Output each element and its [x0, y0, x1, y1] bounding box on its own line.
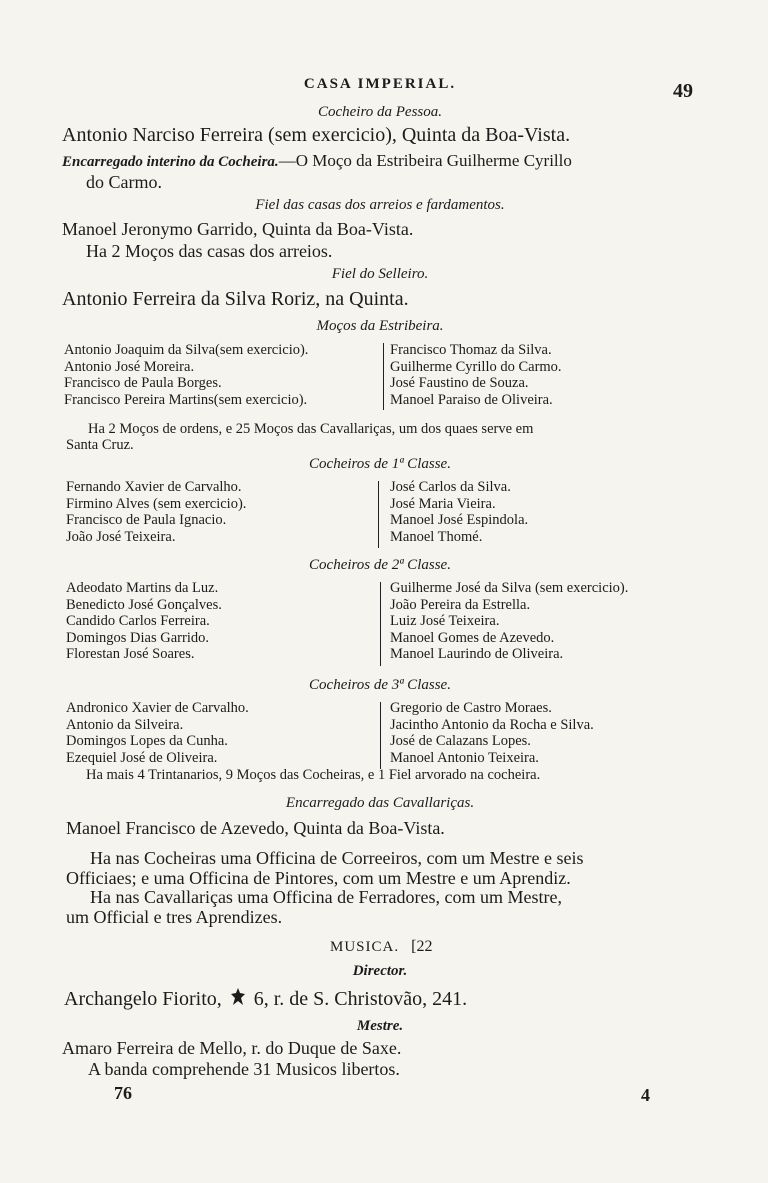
banda-line: A banda comprehende 31 Musicos libertos. [88, 1059, 400, 1079]
director-address: 6, r. de S. Christovão, 241. [253, 988, 468, 1010]
musica-heading-line [330, 938, 432, 956]
list-item: João José Teixeira. [66, 528, 176, 545]
list-item: Antonio da Silveira. [66, 716, 184, 733]
section-heading-fiel-casas: Fiel das casas dos arreios e fardamentos. [255, 197, 505, 213]
list-item: Guilherme Cyrillo do Carmo. [390, 358, 562, 375]
musica-heading: MUSICA. [330, 939, 400, 955]
director-line [64, 987, 467, 1013]
cocheiros-1-right-list [390, 479, 528, 545]
fiel-selleiro-line: Antonio Ferreira da Silva Roriz, na Quinta. [62, 288, 409, 310]
director-heading: Director. [352, 963, 408, 979]
footer-signature-left: 76 [114, 1083, 132, 1103]
list-item: Antonio Joaquim da Silva(sem exercicio). [64, 342, 309, 358]
officinas-para1-line1: Ha nas Cocheiras uma Officina de Correeiros, com um Mestre e seis [90, 848, 584, 868]
list-item: José Carlos da Silva. [390, 479, 511, 495]
mestre-heading: Mestre. [356, 1018, 404, 1034]
mocos-estribeira-left-list [64, 342, 308, 408]
cocheiro-pessoa-line: Antonio Narciso Ferreira (sem exercicio), Quinta da Boa-Vista. [62, 124, 571, 146]
page-number: 49 [673, 80, 693, 102]
list-item: Fernando Xavier de Carvalho. [66, 479, 242, 495]
cocheiros-1-left-list [66, 479, 246, 545]
encarregado-interino-line [62, 151, 572, 171]
list-item: Firmino Alves (sem exercicio). [66, 495, 247, 512]
fiel-casas-line1: Manoel Jeronymo Garrido, Quinta da Boa-Vista. [62, 219, 414, 239]
list-item: Benedicto José Gonçalves. [66, 596, 222, 613]
list-item: Francisco de Paula Borges. [64, 375, 222, 392]
list-item: Candido Carlos Ferreira. [66, 613, 210, 630]
mestre-line: Amaro Ferreira de Mello, r. do Duque de Saxe. [62, 1038, 402, 1058]
section-heading-cocheiros-2: Cocheiros de 2ª Classe. [309, 557, 451, 573]
section-heading-cocheiro-pessoa: Cocheiro da Pessoa. [317, 104, 442, 120]
cocheiros-2-left-list [66, 580, 222, 663]
list-item: Jacintho Antonio da Rocha e Silva. [390, 716, 594, 733]
footer-signature-right: 4 [641, 1085, 650, 1105]
column-divider [380, 702, 381, 769]
list-item: Francisco Pereira Martins(sem exercicio). [64, 391, 308, 408]
list-item: Manoel Gomes de Azevedo. [390, 629, 555, 646]
list-item: Ezequiel José de Oliveira. [66, 749, 218, 766]
mocos-ordens-note-cont: Santa Cruz. [66, 437, 134, 453]
list-item: Adeodato Martins da Luz. [66, 580, 219, 596]
encarregado-cavallaricas-line: Manoel Francisco de Azevedo, Quinta da Boa-Vista. [66, 818, 445, 838]
section-heading-mocos-estribeira: Moços da Estribeira. [316, 318, 444, 334]
list-item: Gregorio de Castro Moraes. [390, 700, 552, 716]
section-heading-cocheiros-1: Cocheiros de 1ª Classe. [309, 456, 451, 472]
section-heading-cocheiros-3: Cocheiros de 3ª Classe. [309, 677, 451, 693]
order-cross-icon [229, 987, 247, 1013]
list-item: José Faustino de Souza. [390, 375, 529, 392]
musica-bracket: [22 [411, 938, 433, 955]
fiel-casas-line2: Ha 2 Moços das casas dos arreios. [86, 241, 333, 261]
list-item: José de Calazans Lopes. [390, 733, 531, 750]
list-item: Francisco Thomaz da Silva. [390, 342, 552, 358]
list-item: Domingos Lopes da Cunha. [66, 733, 228, 750]
encarregado-interino-text: —O Moço da Estribeira Guilherme Cyrillo [278, 151, 572, 170]
list-item: Manoel Antonio Teixeira. [390, 749, 539, 766]
director-name: Archangelo Fiorito, [64, 988, 222, 1010]
column-divider [383, 343, 384, 410]
list-item: Manoel Paraiso de Oliveira. [390, 391, 553, 408]
page-header-title: CASA IMPERIAL. [303, 76, 457, 92]
officinas-para2-line1: Ha nas Cavallariças uma Officina de Ferradores, com um Mestre, [90, 887, 562, 907]
list-item: Guilherme José da Silva (sem exercicio). [390, 580, 629, 596]
mocos-ordens-note: Ha 2 Moços de ordens, e 25 Moços das Cavallariças, um dos quaes serve em [88, 421, 534, 437]
cocheiros-3-left-list [66, 700, 249, 766]
list-item: Florestan José Soares. [66, 646, 195, 663]
cocheiros-3-right-list [390, 700, 594, 766]
list-item: João Pereira da Estrella. [390, 596, 531, 613]
encarregado-interino-label: Encarregado interino da Cocheira. [62, 154, 279, 170]
list-item: Manoel Laurindo de Oliveira. [390, 646, 564, 663]
section-heading-fiel-selleiro: Fiel do Selleiro. [331, 266, 429, 282]
list-item: Luiz José Teixeira. [390, 613, 500, 630]
officinas-para2-line2: um Official e tres Aprendizes. [66, 907, 283, 927]
mocos-estribeira-right-list [390, 342, 562, 408]
column-divider [378, 481, 379, 548]
cocheiros-2-right-list [390, 580, 628, 663]
list-item: Manoel José Espindola. [390, 512, 529, 529]
list-item: Domingos Dias Garrido. [66, 629, 209, 646]
list-item: Antonio José Moreira. [64, 358, 195, 375]
encarregado-interino-cont: do Carmo. [86, 172, 162, 192]
list-item: José Maria Vieira. [390, 495, 496, 512]
officinas-para1-line2: Officiaes; e uma Officina de Pintores, com um Mestre e um Aprendiz. [66, 868, 571, 888]
list-item: Andronico Xavier de Carvalho. [66, 700, 249, 716]
column-divider [380, 582, 381, 666]
list-item: Manoel Thomé. [390, 528, 483, 545]
section-heading-encarregado-cavallaricas: Encarregado das Cavallariças. [285, 795, 475, 811]
trintanarios-note: Ha mais 4 Trintanarios, 9 Moços das Cocheiras, e 1 Fiel arvorado na cocheira. [86, 767, 541, 783]
list-item: Francisco de Paula Ignacio. [66, 512, 227, 529]
